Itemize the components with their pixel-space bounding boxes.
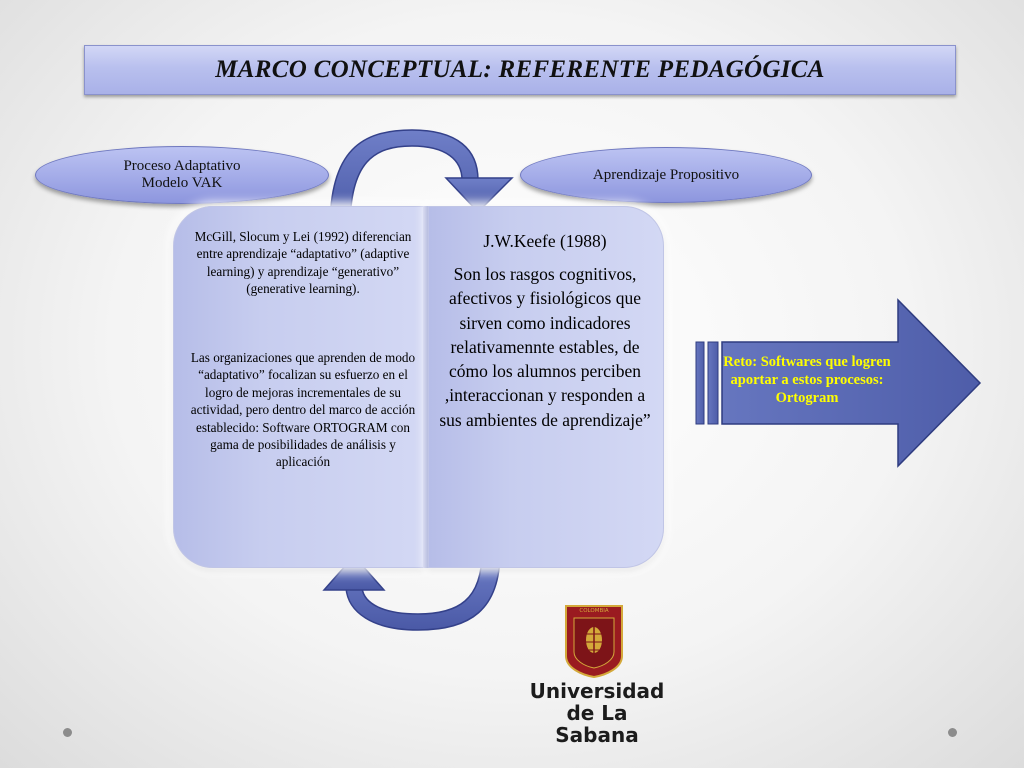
oval-purposeful-learning <box>520 147 812 203</box>
university-name-line1: Universidad <box>529 679 665 703</box>
oval-left-line2: Modelo VAK <box>141 175 223 191</box>
decor-dot-right <box>948 728 957 737</box>
seal-lettering <box>560 600 630 680</box>
panel-divider <box>423 206 428 568</box>
oval-adaptive-process <box>35 146 329 204</box>
panel-left-paragraph-1: McGill, Slocum y Lei (1992) diferencian entre aprendizaje “adaptativo” (adaptive learning) y aprendizaje “generativo” (generative learning). <box>194 229 412 297</box>
title-banner <box>84 45 956 95</box>
svg-text:COLOMBIA: COLOMBIA <box>579 608 609 614</box>
panel-left-paragraph-2: Las organizaciones que aprenden de modo “adaptativo” focalizan su esfuerzo en el logro de mejoras incrementales de su actividad, pero dentro del marco de acción establecido: Software ORTOGRAM con gama de posibilidades de análisis y aplicación <box>190 350 416 470</box>
panel-right-body: Son los rasgos cognitivos, afectivos y fisiológicos que sirven como indicadores relativamennte estables, de cómo los alumnos perciben ,interaccionan y responden a sus ambientes de aprendizaje” <box>439 264 651 430</box>
decor-dot-left <box>63 728 72 737</box>
oval-left-line1: Proceso Adaptativo <box>123 158 241 174</box>
challenge-callout: Reto: Softwares que logren aportar a estos procesos: Ortogram <box>723 354 891 406</box>
panel-right-heading: J.W.Keefe (1988) <box>483 231 607 251</box>
page-title: MARCO CONCEPTUAL: REFERENTE PEDAGÓGICA <box>215 56 825 83</box>
oval-right-label: Aprendizaje Propositivo <box>592 166 740 183</box>
university-name-line2: de La Sabana <box>555 701 639 747</box>
